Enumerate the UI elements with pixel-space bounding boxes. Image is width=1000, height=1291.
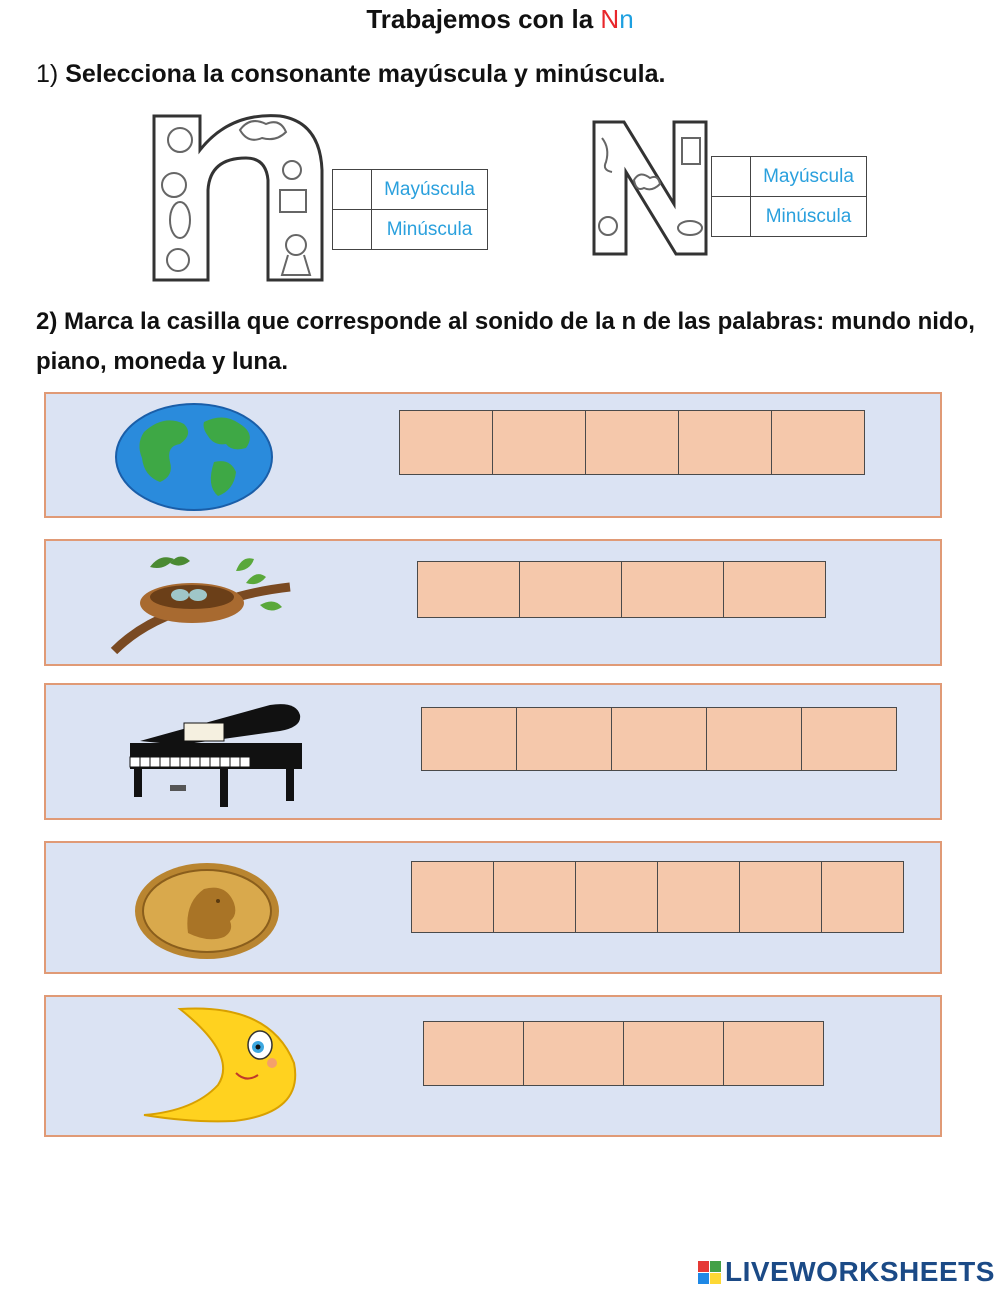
sound-box[interactable] [723,1021,824,1086]
uppercase-minuscula-label: Minúscula [751,197,867,237]
sound-box[interactable] [585,410,679,475]
uppercase-minuscula-checkbox[interactable] [712,197,751,237]
word-row-piano [44,683,942,820]
sound-box[interactable] [417,561,520,618]
sound-box[interactable] [611,707,707,771]
sound-box[interactable] [657,861,740,933]
sound-box[interactable] [421,707,517,771]
logo-mark-icon [698,1261,721,1284]
sound-box-row [424,1021,824,1086]
sound-box[interactable] [821,861,904,933]
word-row-nido [44,539,942,666]
lowercase-minuscula-checkbox[interactable] [333,210,372,250]
sound-box-row [418,561,826,618]
lowercase-minuscula-label: Minúscula [372,210,488,250]
sound-box[interactable] [623,1021,724,1086]
gold-coin-icon [132,861,282,961]
sound-box[interactable] [423,1021,524,1086]
liveworksheets-logo [698,1256,995,1288]
sound-box-row [400,410,865,475]
sound-box[interactable] [801,707,897,771]
sound-box[interactable] [723,561,826,618]
question-1-number: 1) [36,60,59,88]
question-2-text: 2) Marca la casilla que corresponde al sonido de la n de las palabras: mundo nido, piano, moneda y luna. [36,308,975,375]
uppercase-mayuscula-checkbox[interactable] [712,157,751,197]
title-text: Trabajemos con la [366,4,601,34]
uppercase-answer-table [711,156,867,237]
sound-box[interactable] [523,1021,624,1086]
sound-box[interactable] [575,861,658,933]
lowercase-mayuscula-checkbox[interactable] [333,170,372,210]
sound-box[interactable] [411,861,494,933]
sound-box[interactable] [516,707,612,771]
sound-box[interactable] [399,410,493,475]
question-1 [36,60,665,89]
uppercase-mayuscula-label: Mayúscula [751,157,867,197]
sound-box[interactable] [492,410,586,475]
crescent-moon-icon [140,1005,300,1123]
word-row-moneda [44,841,942,974]
sound-box-row [412,861,904,933]
brand-text: LIVEWORKSHEETS [725,1256,995,1287]
sound-box-row [422,707,897,771]
lowercase-answer-table [332,169,488,250]
uppercase-n-illustration [590,118,712,258]
sound-box[interactable] [519,561,622,618]
sound-box[interactable] [706,707,802,771]
page-title [0,4,1000,35]
word-row-luna [44,995,942,1137]
sound-box[interactable] [678,410,772,475]
sound-box[interactable] [771,410,865,475]
word-row-mundo [44,392,942,518]
sound-box[interactable] [493,861,576,933]
title-letter-upper: N [600,4,620,34]
title-letter-lower: n [619,4,634,34]
question-1-text: Selecciona la consonante mayúscula y minúscula. [65,60,666,88]
lowercase-n-illustration [150,110,326,286]
bird-nest-icon [110,547,296,659]
grand-piano-icon [120,701,310,809]
earth-globe-icon [114,402,274,512]
sound-box[interactable] [739,861,822,933]
lowercase-mayuscula-label: Mayúscula [372,170,488,210]
sound-box[interactable] [621,561,724,618]
